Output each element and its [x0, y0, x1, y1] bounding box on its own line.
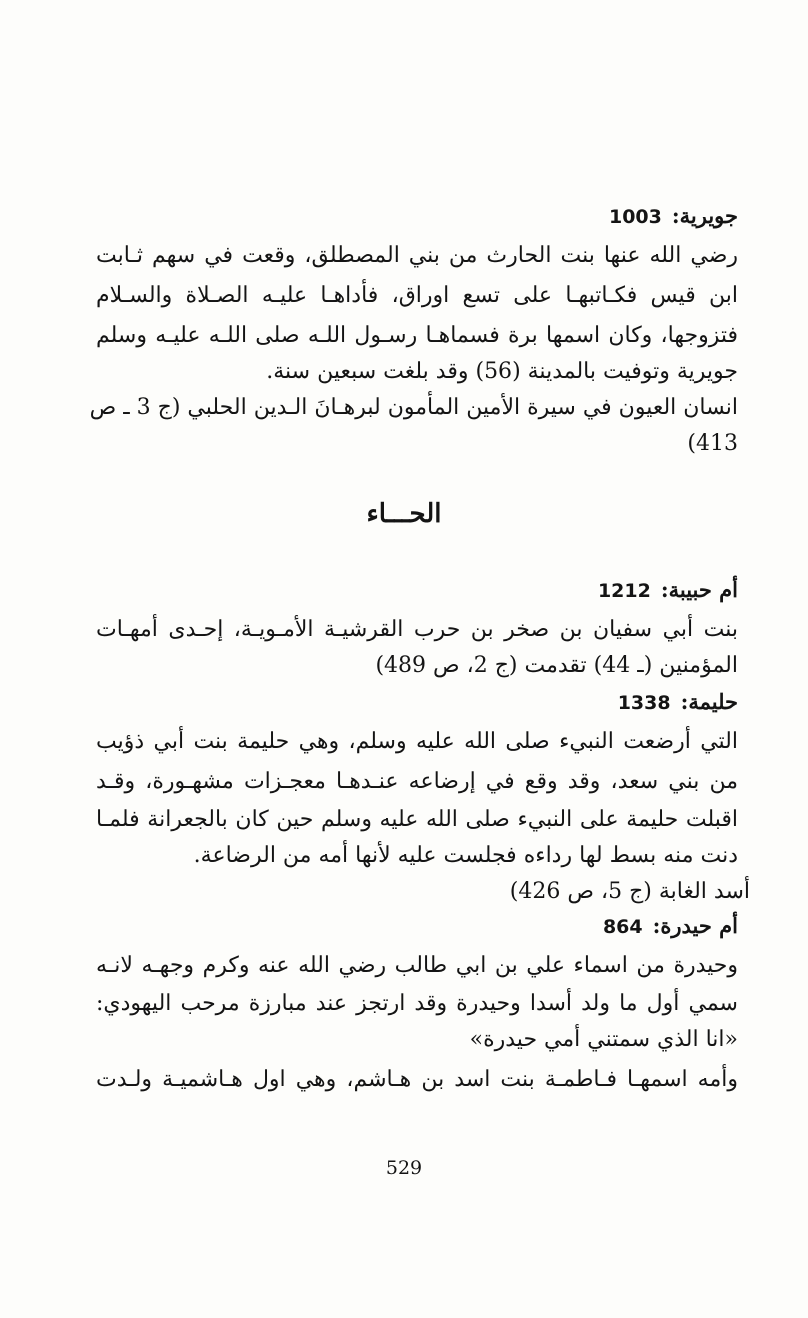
- text-line: وأمه اسمهـا فـاطمـة بنت اسد بن هـاشم، وهي اول هـاشميـة ولـدت: [96, 1067, 738, 1092]
- text-line: جويرية وتوفيت بالمدينة (56) وقد بلغت سبعين سنة.: [266, 359, 738, 384]
- citation-line: أسد الغابة (ج 5، ص 426): [509, 879, 750, 904]
- text-line: فتزوجها، وكان اسمها برة فسماهـا رسـول اللـه صلى اللـه عليـه وسلم: [96, 323, 738, 348]
- quote-line: «انا الذي سمتني أمي حيدرة»: [469, 1027, 738, 1052]
- entry-number: 1003: [608, 206, 662, 228]
- text-line: بنت أبي سفيان بن صخر بن حرب القرشيـة الأمـويـة، إحـدى أمهـات: [96, 617, 738, 642]
- text-line: ابن قيس فكـاتبهـا على تسع اوراق، فأداهـا عليـه الصـلاة والسـلام: [96, 283, 738, 308]
- section-title: الحـــاء: [366, 499, 442, 529]
- entry-heading-umm-habiba: [96, 570, 738, 610]
- text-line: وحيدرة من اسماء علي بن ابي طالب رضي الله عنه وكرم وجهـه لانـه: [96, 953, 738, 978]
- entry-number: 1212: [597, 580, 651, 602]
- text-line: المؤمنين (ـ 44) تقدمت (ج 2، ص 489): [375, 653, 738, 678]
- page-number: 529: [385, 1157, 423, 1179]
- text-line: دنت منه بسط لها رداءه فجلست عليه لأنها أمه من الرضاعة.: [193, 843, 738, 868]
- entry-title: أم حيدرة:: [652, 913, 738, 938]
- text-line: من بني سعد، وقد وقع في إرضاعه عنـدهـا معجـزات مشهـورة، وقـد: [96, 769, 738, 794]
- citation-line: 413): [687, 431, 738, 456]
- entry-title: حليمة:: [680, 689, 738, 714]
- entry-number: 864: [602, 916, 643, 938]
- text-line: سمي أول ما ولد أسدا وحيدرة وقد ارتجز عند مبارزة مرحب اليهودي:: [96, 991, 738, 1016]
- entry-heading-umm-haydara: [96, 906, 738, 946]
- citation-line: انسان العيون في سيرة الأمين المأمون لبرهـانَ الـدين الحلبي (ج 3 ـ ص: [89, 395, 738, 420]
- entry-heading-juwayriya: [96, 196, 738, 236]
- entry-heading-halima: [96, 682, 738, 722]
- entry-number: 1338: [617, 692, 671, 714]
- entry-title: جويرية:: [671, 203, 738, 228]
- entry-title: أم حبيبة:: [660, 577, 738, 602]
- text-line: رضي الله عنها بنت الحارث من بني المصطلق، وقعت في سهم ثـابت: [96, 243, 738, 268]
- text-line: اقبلت حليمة على النبيء صلى الله عليه وسلم حين كان بالجعرانة فلمـا: [96, 807, 738, 832]
- text-line: التي أرضعت النبيء صلى الله عليه وسلم، وهي حليمة بنت أبي ذؤيب: [96, 729, 738, 754]
